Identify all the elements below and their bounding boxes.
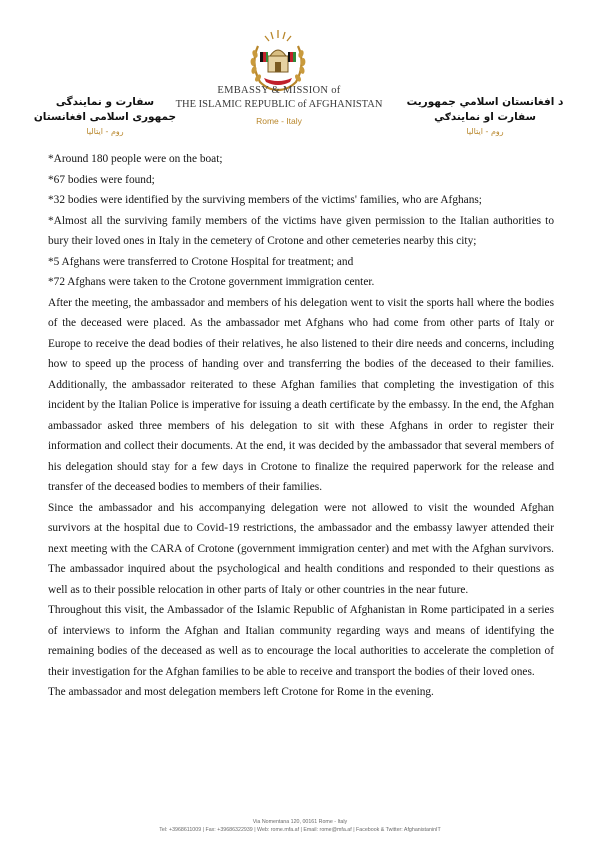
paragraph: *Almost all the surviving family members of the victims have given permission to the Italian authorities to bury their loved ones in Italy in the cemetery of Crotone and other cemeteries nearby this city;: [48, 214, 554, 247]
letter-footer: [0, 818, 600, 835]
paragraph: *72 Afghans were taken to the Crotone government immigration center.: [48, 276, 375, 288]
pashto-line-1: د افغانستان اسلامي جمهوریت: [406, 96, 564, 108]
title-line-1: EMBASSY & MISSION of: [217, 85, 341, 96]
paragraph: *32 bodies were identified by the surviving members of the victims' families, who are Afghans;: [48, 194, 482, 206]
farsi-city: روم - ایتالیا: [86, 127, 124, 136]
title-line-2: THE ISLAMIC REPUBLIC of AFGHANISTAN: [175, 99, 383, 110]
letter-body: [48, 149, 554, 703]
title-city: Rome - Italy: [256, 116, 302, 126]
paragraph: The ambassador and most delegation members left Crotone for Rome in the evening.: [48, 686, 434, 698]
paragraph: *67 bodies were found;: [48, 173, 155, 186]
letterhead: [0, 0, 600, 142]
farsi-letterhead: [30, 95, 180, 138]
farsi-line-2: جمهوری اسلامی افغانستان: [33, 111, 177, 123]
paragraph: *5 Afghans were transferred to Crotone Hospital for treatment; and: [48, 255, 354, 268]
pashto-city: روم - ایتالیا: [466, 127, 504, 136]
paragraph: After the meeting, the ambassador and members of his delegation went to visit the sports hall where the bodies of the deceased were placed. As the ambassador met Afghans who had come from other parts of Italy or Europe to receive the dead bodies of their relatives, he also listened to their dire needs and concerns, including how to speed up the process of handing over and transferring the bodies of the deceased to their families. Additionally, the ambassador reiterated to these Afghan families that completing the investigation of this incident by the Italian Police is imperative for issuing a death certificate by the embassy. In the end, the Afghan ambassador asked three members of his delegation to sit with these Afghans in order to register their information and collect their documents. At the end, it was decided by the ambassador that several members of his delegation should stay for a few days in Crotone to finalize the required paperwork for the release and transfer of the deceased bodies to members of their families.: [48, 296, 554, 493]
footer-address: Via Nomentana 120, 00161 Rome - Italy: [252, 819, 348, 825]
paragraph: *Around 180 people were on the boat;: [48, 153, 223, 165]
footer-contacts: Tel: +3968611009 | Fax: +39686322939 | Web: rome.mfa.af | Email: rome@mfa.af | Facebook & Twitter: AfghanistaninIT: [159, 827, 441, 833]
farsi-line-1: سفارت و نمایندگی: [55, 96, 155, 108]
paragraph: Since the ambassador and his accompanying delegation were not allowed to visit the wounded Afghan survivors at the hospital due to Covid-19 restrictions, the ambassador and the embassy lawyer attended their next meeting with the CARA of Crotone (government immigration center) and met with the Afghan survivors. The ambassador inquired about the psychological and health conditions and responded to their questions as well as to their possible relocation in other parts of Italy or other countries in the near future.: [48, 501, 554, 596]
pashto-line-2: سفارت او نمایندګي: [434, 111, 536, 123]
paragraph: Throughout this visit, the Ambassador of the Islamic Republic of Afghanistan in Rome participated in a series of interviews to inform the Afghan and Italian community regarding ways and means of identifying the remaining bodies of the deceased as well as to encourage the local authorities to accelerate the completion of their investigation for the Afghan families to be able to receive and transport the bodies of their loved ones.: [48, 604, 554, 678]
embassy-title: [170, 84, 388, 128]
pashto-letterhead: [400, 95, 570, 138]
